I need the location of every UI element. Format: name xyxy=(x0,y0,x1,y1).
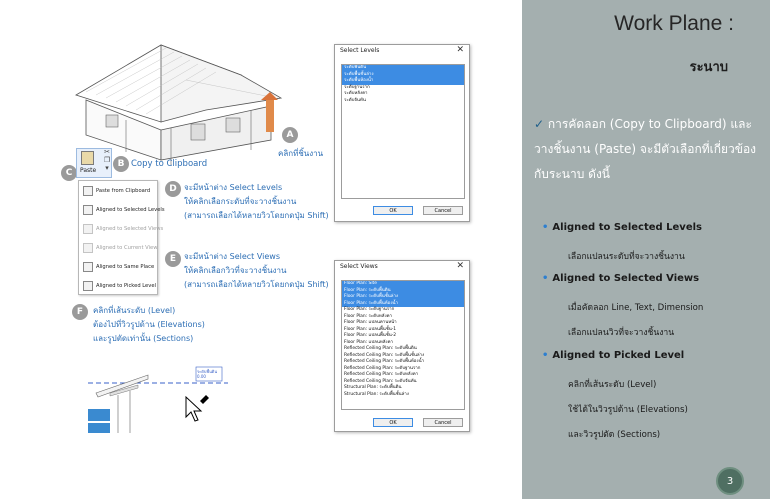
menu-aligned-to-same-place[interactable] xyxy=(81,258,157,276)
menu-aligned-to-picked-level[interactable] xyxy=(81,277,157,295)
view-item[interactable]: Floor Plan: แปลนพื้นชั้น-2 xyxy=(344,333,397,338)
bullet-selected-views xyxy=(542,273,699,284)
levels-listbox[interactable] xyxy=(341,64,465,199)
current-view-icon xyxy=(83,243,93,253)
bullet-dot-icon: • xyxy=(542,273,549,284)
level-item[interactable]: ระดับพื้นห้องน้ำ xyxy=(342,78,464,85)
select-views-note-1: จะมีหน้าต่าง Select Views xyxy=(184,252,281,261)
bullet-dot-icon: • xyxy=(542,222,549,233)
bullet-label: Aligned to Picked Level xyxy=(552,350,685,361)
same-place-icon xyxy=(83,262,93,272)
view-item[interactable]: Reflected Ceiling Plan: ระดับพื้นชั้นล่าง xyxy=(344,352,425,358)
view-item[interactable]: Floor Plan: ระดับฐานราก xyxy=(344,307,395,312)
close-icon[interactable]: ✕ xyxy=(456,261,464,271)
checkmark-icon: ✓ xyxy=(534,117,545,131)
menu-paste-from-clipboard[interactable] xyxy=(81,182,157,200)
menu-label: Aligned to Picked Level xyxy=(96,283,156,289)
view-item[interactable]: Floor Plan: Site xyxy=(342,281,464,288)
paste-dropdown-menu xyxy=(78,180,165,295)
bullet-detail: และวิวรูปตัด (Sections) xyxy=(568,430,661,440)
view-item[interactable]: Floor Plan: แปลนพื้นชั้น-1 xyxy=(344,326,397,332)
levels-icon xyxy=(83,205,93,215)
ok-button[interactable]: OK xyxy=(373,206,413,215)
bullet-detail: เลือกแปลนวิวที่จะวางชิ้นงาน xyxy=(568,328,675,338)
view-item[interactable]: Reflected Ceiling Plan: ระดับพื้นดิน xyxy=(344,346,417,351)
select-levels-note-3: (สามารถเลือกได้หลายวิวโดยกดปุ่ม Shift) xyxy=(184,211,329,220)
picked-level-note-2: ต้องไปที่วิวรูปด้าน (Elevations) xyxy=(93,320,205,329)
menu-aligned-to-current-view[interactable] xyxy=(81,239,157,257)
view-item[interactable]: Floor Plan: ระดับพื้นดิน xyxy=(342,288,464,295)
view-item[interactable]: Floor Plan: แปลนหลังคา xyxy=(344,339,393,345)
page-number-badge: 3 xyxy=(716,467,744,495)
menu-label: Aligned to Same Place xyxy=(96,264,155,270)
menu-label: Aligned to Current View xyxy=(96,245,158,251)
view-item[interactable]: Structural Plan: ระดับพื้นดิน xyxy=(344,385,402,390)
marker-f: F xyxy=(72,304,88,320)
view-item[interactable]: Floor Plan: ระดับหลังคา xyxy=(344,313,393,319)
menu-aligned-to-selected-levels[interactable] xyxy=(81,201,165,219)
slide-title: Work Plane : xyxy=(614,12,734,35)
bullet-picked-level xyxy=(542,350,684,361)
dialog-title: Select Views xyxy=(340,263,378,270)
section-heading xyxy=(534,112,766,187)
menu-aligned-to-selected-views[interactable] xyxy=(81,220,164,238)
select-levels-note-2: ให้คลิกเลือกระดับที่จะวางชิ้นงาน xyxy=(184,197,297,206)
copy-icon[interactable]: ❐ xyxy=(103,156,111,164)
select-views-note-3: (สามารถเลือกได้หลายวิวโดยกดปุ่ม Shift) xyxy=(184,280,329,289)
marker-e: E xyxy=(165,251,181,267)
bullet-selected-levels xyxy=(542,222,702,233)
match-icon[interactable]: ▾ xyxy=(105,164,109,172)
copy-to-clipboard-note: Copy to Clipboard xyxy=(131,159,208,169)
marker-b: B xyxy=(113,156,129,172)
view-item[interactable]: Reflected Ceiling Plan: ระดับจันทัน xyxy=(344,378,417,384)
clipboard-icon xyxy=(81,151,94,165)
cancel-button[interactable]: Cancel xyxy=(423,418,463,427)
cancel-button[interactable]: Cancel xyxy=(423,206,463,215)
bullet-detail: ใช้ได้ในวิวรูปด้าน (Elevations) xyxy=(568,405,688,415)
view-item[interactable]: Floor Plan: ระดับพื้นชั้นล่าง xyxy=(342,294,464,301)
menu-label: Aligned to Selected Views xyxy=(96,226,164,232)
picked-level-icon xyxy=(83,281,93,291)
level-item[interactable]: ระดับจันทัน xyxy=(344,97,366,103)
views-icon xyxy=(83,224,93,234)
ribbon-side-tools xyxy=(101,148,113,178)
paste-menu-icon xyxy=(83,186,93,196)
ok-button[interactable]: OK xyxy=(373,418,413,427)
bullet-detail: เมื่อคัดลอก Line, Text, Dimension xyxy=(568,303,704,313)
marker-a: A xyxy=(282,127,298,143)
paste-label: Paste xyxy=(80,167,97,174)
select-views-dialog xyxy=(334,260,470,432)
view-item[interactable]: Reflected Ceiling Plan: ระดับฐานราก xyxy=(344,365,421,371)
view-item[interactable]: Structural Plan: ระดับพื้นชั้นล่าง xyxy=(344,391,409,397)
slide-subtitle: ระนาบ xyxy=(689,60,728,75)
select-levels-dialog xyxy=(334,44,470,222)
click-object-note: คลิกที่ชิ้นงาน xyxy=(278,149,324,158)
menu-label: Paste from Clipboard xyxy=(96,188,151,194)
bullet-label: Aligned to Selected Views xyxy=(552,273,700,284)
heading-text: การคัดลอก (Copy to Clipboard) และวางชิ้นงาน (Paste) จะมีตัวเลือกที่เกี่ยวข้องกับระนาบ ดังนี้ xyxy=(534,117,757,181)
cut-icon[interactable]: ✂ xyxy=(104,148,110,156)
marker-c: C xyxy=(61,165,77,181)
bullet-detail: คลิกที่เส้นระดับ (Level) xyxy=(568,380,657,390)
menu-label: Aligned to Selected Levels xyxy=(96,207,165,213)
level-item[interactable]: ระดับพื้นชั้นล่าง xyxy=(342,72,464,79)
bullet-dot-icon: • xyxy=(542,350,549,361)
select-levels-note-1: จะมีหน้าต่าง Select Levels xyxy=(184,183,283,192)
level-item[interactable]: ระดับพื้นดิน xyxy=(342,65,464,72)
close-icon[interactable]: ✕ xyxy=(456,45,464,55)
bullet-label: Aligned to Selected Levels xyxy=(552,222,702,233)
picked-level-note-3: และรูปตัดเท่านั้น (Sections) xyxy=(93,334,194,343)
select-views-note-2: ให้คลิกเลือกวิวที่จะวางชิ้นงาน xyxy=(184,266,287,275)
view-item[interactable]: Reflected Ceiling Plan: ระดับหลังคา xyxy=(344,372,419,377)
view-item[interactable]: Reflected Ceiling Plan: ระดับพื้นห้องน้ำ xyxy=(344,359,425,364)
view-item[interactable]: Floor Plan: ระดับพื้นห้องน้ำ xyxy=(342,301,464,308)
level-item[interactable]: ระดับฐานราก xyxy=(344,84,370,90)
view-item[interactable]: Floor Plan: แปลนคานหน้า xyxy=(344,320,397,325)
bullet-detail: เลือกแปลนระดับที่จะวางชิ้นงาน xyxy=(568,252,685,262)
level-item[interactable]: ระดับหลังคา xyxy=(344,91,368,96)
picked-level-note-1: คลิกที่เส้นระดับ (Level) xyxy=(93,306,176,315)
text-pane xyxy=(522,0,770,499)
level-tag: ระดับพื้นดิน 0.00 xyxy=(197,369,218,379)
dialog-title: Select Levels xyxy=(340,47,380,54)
views-listbox[interactable] xyxy=(341,280,465,410)
marker-d: D xyxy=(165,181,181,197)
